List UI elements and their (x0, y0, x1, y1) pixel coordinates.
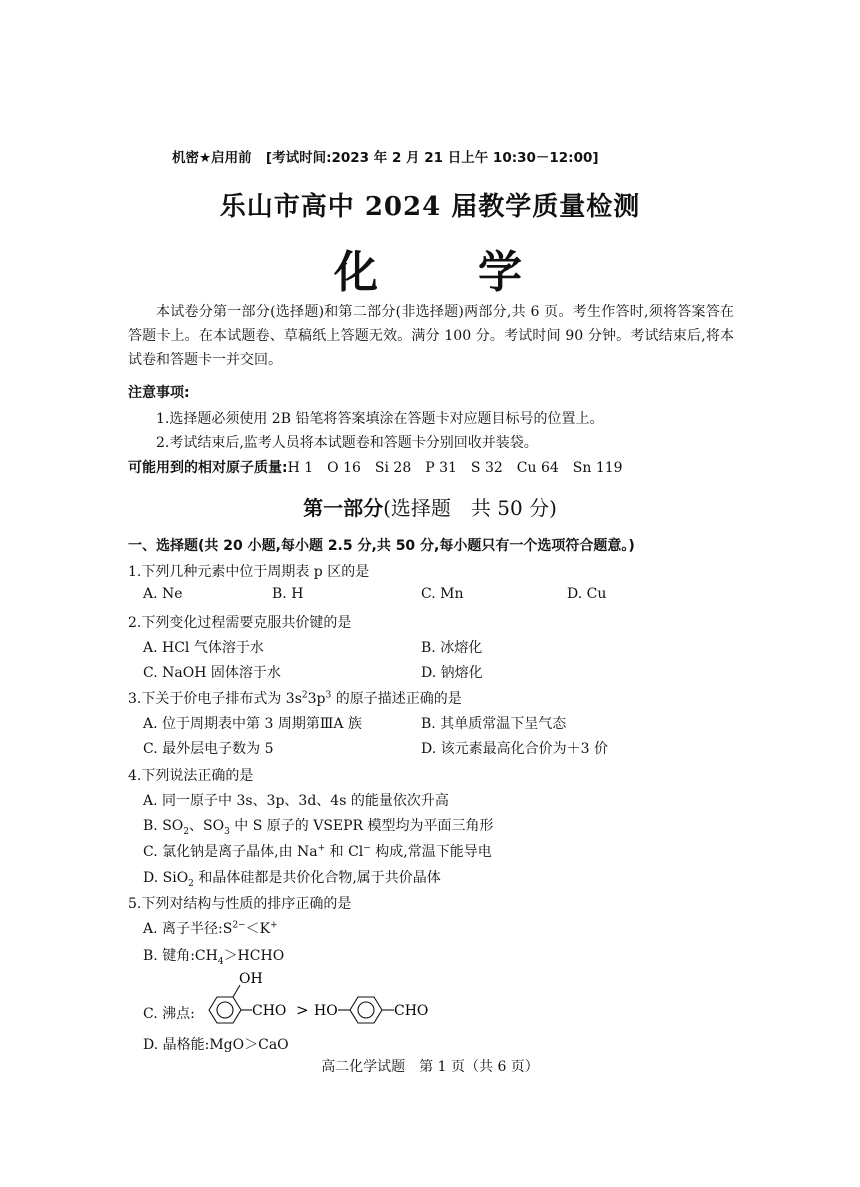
cho-group-2: CHO (394, 1003, 429, 1019)
q4-b-sub: 2 (183, 826, 189, 837)
q4-b-sub: 3 (224, 826, 230, 837)
q5-b-part: B. 键角:CH (143, 948, 218, 964)
q5-option-b (143, 945, 284, 965)
q4-d-part: D. SiO (143, 870, 189, 886)
q4-option-a: A. 同一原子中 3s、3p、3d、4s 的能量依次升高 (143, 793, 449, 809)
q2-option-b: B. 冰熔化 (421, 640, 483, 656)
q1-option-c: C. Mn (421, 586, 464, 602)
q3-sup: 3 (325, 690, 332, 701)
q3-option-c: C. 最外层电子数为 5 (143, 741, 274, 757)
q4-c-part: C. 氯化钠是离子晶体,由 Na (143, 844, 318, 860)
q4-option-c (143, 841, 492, 861)
q5-option-d: D. 晶格能:MgO＞CaO (143, 1037, 289, 1053)
atomic-mass-label: 可能用到的相对原子质量: (128, 460, 288, 476)
q1-option-d: D. Cu (567, 586, 607, 602)
part-heading-rest: (选择题 共 50 分) (383, 496, 557, 520)
benzene-ring-2 (338, 997, 394, 1023)
intro-paragraph: 本试卷分第一部分(选择题)和第二部分(非选择题)两部分,共 6 页。考生作答时,须将答案答在答题卡上。在本试题卷、草稿纸上答题无效。满分 100 分。考试时间 90 分钟。考试结束后,将本试卷和答题卡一并交回。 (128, 304, 734, 368)
q3-option-a: A. 位于周期表中第 3 周期第ⅢA 族 (143, 716, 362, 732)
q5-a-part: A. 离子半径:S (143, 921, 233, 937)
q4-option-b (143, 815, 494, 835)
note-item-2: 2.考试结束后,监考人员将本试题卷和答题卡分别回收并装袋。 (156, 435, 538, 451)
part-heading-bold: 第一部分 (303, 496, 384, 520)
part-heading (0, 492, 860, 521)
q4-c-part: 构成,常温下能导电 (370, 844, 492, 860)
oh-group: OH (239, 971, 263, 987)
q5-structures-diagram (200, 968, 450, 1030)
q4-d-sub: 2 (188, 878, 194, 889)
q3-stem (128, 688, 462, 708)
q5-a-sup: + (270, 920, 278, 931)
q4-c-part: 和 Cl (325, 844, 364, 860)
q3-stem-part: 的原子描述正确的是 (331, 691, 462, 707)
atomic-mass-values: H 1 O 16 Si 28 P 31 S 32 Cu 64 Sn 119 (287, 460, 623, 476)
q4-c-sup: − (363, 843, 371, 854)
q2-stem: 2.下列变化过程需要克服共价键的是 (128, 615, 352, 631)
q4-b-part: B. SO (143, 818, 184, 834)
q4-c-sup: + (317, 843, 326, 854)
q4-stem: 4.下列说法正确的是 (128, 768, 254, 784)
q3-option-d: D. 该元素最高化合价为＋3 价 (421, 741, 608, 757)
q1-stem: 1.下列几种元素中位于周期表 p 区的是 (128, 564, 370, 580)
q5-b-part: ＞HCHO (223, 948, 285, 964)
q5-stem: 5.下列对结构与性质的排序正确的是 (128, 896, 352, 912)
q5-a-part: ＜K (245, 921, 271, 937)
section-instructions: 一、选择题(共 20 小题,每小题 2.5 分,共 50 分,每小题只有一个选项符合题意。) (128, 538, 635, 554)
atomic-mass-line (128, 457, 623, 477)
cho-group-1: CHO (252, 1003, 287, 1019)
exam-title: 乐山市高中 2024 届教学质量检测 (219, 192, 641, 222)
q5-option-a (143, 918, 278, 938)
page-footer: 高二化学试题 第 1 页（共 6 页） (321, 1059, 539, 1075)
q4-d-part: 和晶体硅都是共价化合物,属于共价晶体 (193, 870, 441, 886)
q4-b-part: 、SO (189, 818, 225, 834)
notes-heading: 注意事项: (128, 385, 190, 401)
q2-option-d: D. 钠熔化 (421, 665, 483, 681)
subject-title: 化 学 (334, 247, 526, 298)
benzene-ring-1 (209, 985, 252, 1023)
q5-b-sub: 4 (217, 956, 224, 967)
exam-time: [考试时间:2023 年 2 月 21 日上午 10:30－12:00] (265, 150, 599, 166)
q5-option-c-label: C. 沸点: (143, 1006, 195, 1022)
exam-header (172, 146, 599, 166)
q2-option-c: C. NaOH 固体溶于水 (143, 665, 281, 681)
q3-stem-part: 3p (307, 691, 326, 707)
q4-option-d (143, 867, 441, 887)
q2-option-a: A. HCl 气体溶于水 (143, 640, 264, 656)
q3-option-b: B. 其单质常温下呈气态 (421, 716, 567, 732)
q1-option-b: B. H (272, 586, 304, 602)
note-item-1: 1.选择题必须使用 2B 铅笔将答案填涂在答题卡对应题目标号的位置上。 (156, 411, 604, 427)
q1-option-a: A. Ne (143, 586, 183, 602)
q5-a-sup: 2− (232, 920, 246, 931)
q4-b-part: 中 S 原子的 VSEPR 模型均为平面三角形 (229, 818, 494, 834)
ho-group: HO (314, 1003, 338, 1019)
q3-sup: 2 (301, 690, 308, 701)
greater-than-sign: > (296, 1001, 309, 1019)
confidential-label: 机密★启用前 (172, 150, 252, 166)
q3-stem-part: 3.下关于价电子排布式为 3s (128, 691, 302, 707)
